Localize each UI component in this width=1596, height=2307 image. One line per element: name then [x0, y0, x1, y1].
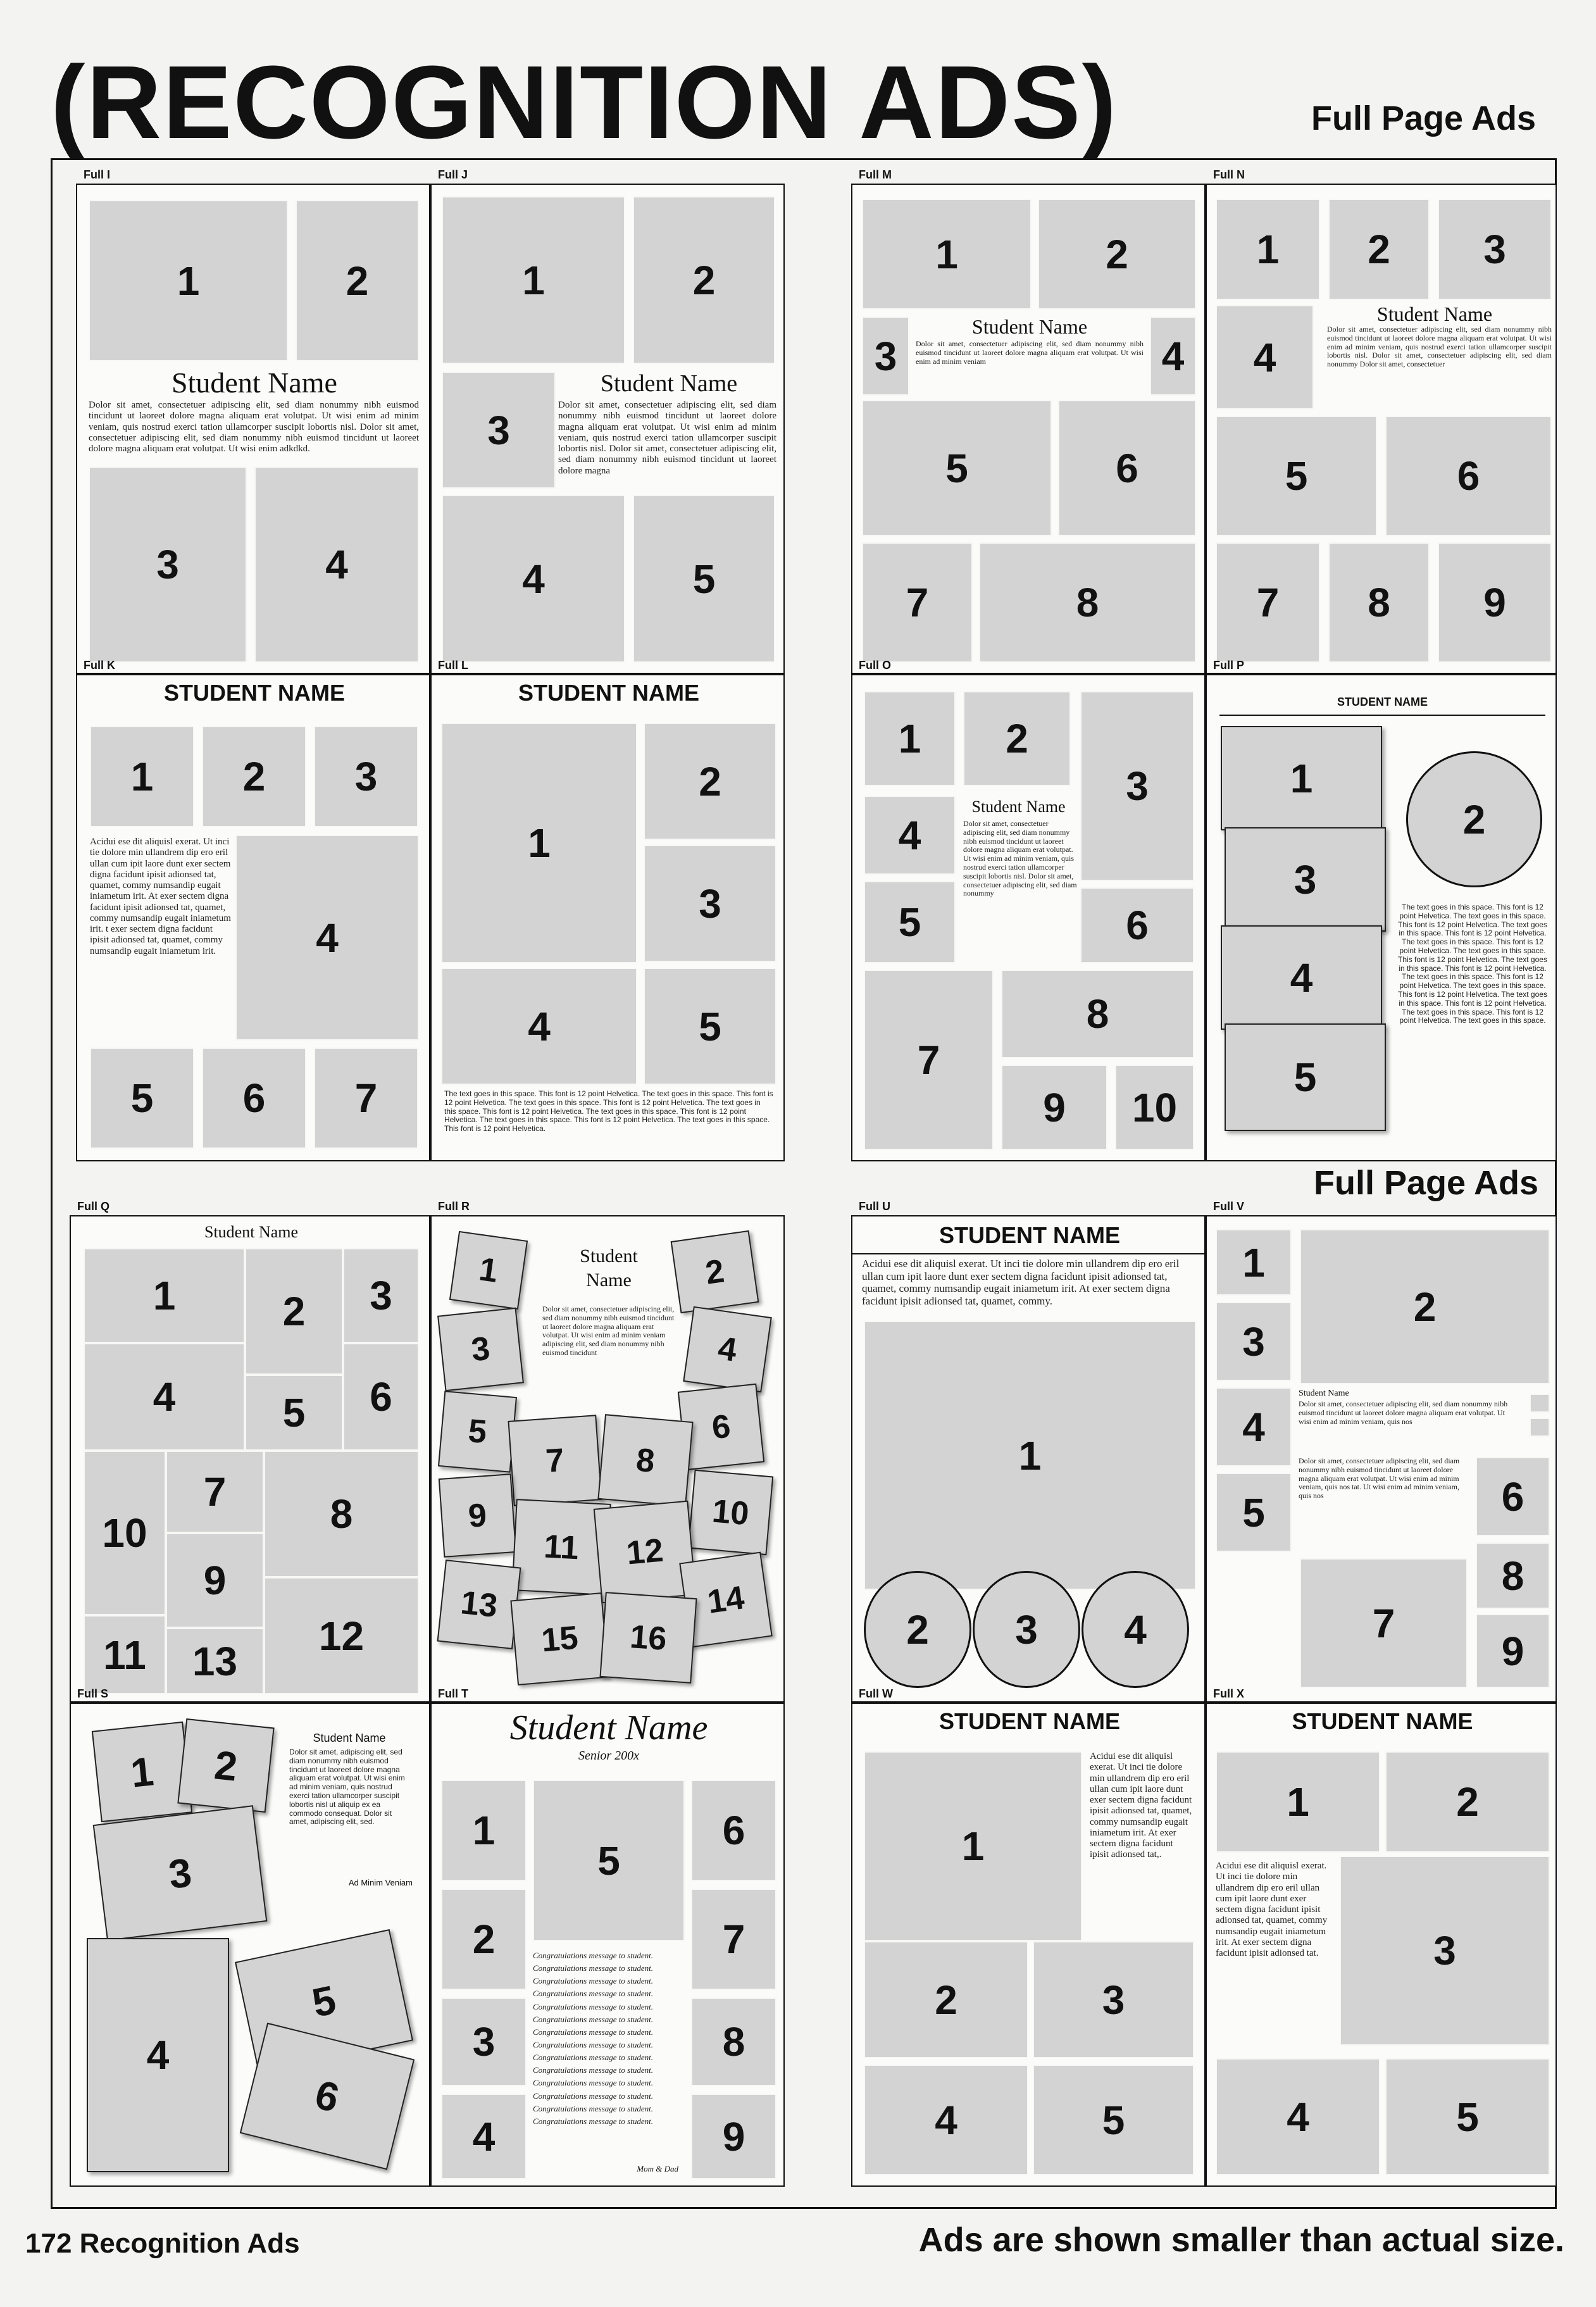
photo-placeholder: 7: [1300, 1558, 1468, 1688]
photo-placeholder: 8: [1328, 542, 1430, 663]
photo-placeholder: 9: [1438, 542, 1552, 663]
ad-full-i[interactable]: [76, 168, 430, 674]
divider: [1219, 715, 1545, 716]
photo-placeholder: 3: [93, 1805, 268, 1941]
student-name: STUDENT NAME: [1292, 1708, 1473, 1734]
photo-placeholder: 3: [437, 1308, 524, 1391]
photo-placeholder: 6: [691, 1780, 776, 1881]
ad-full-t[interactable]: [430, 1687, 785, 2187]
student-name: Student Name: [171, 366, 337, 399]
photo-placeholder: 7: [1216, 542, 1320, 663]
student-name: STUDENT NAME: [939, 1708, 1120, 1734]
photo-placeholder: 7: [314, 1047, 418, 1149]
photo-placeholder: 9: [1001, 1065, 1107, 1150]
photo-placeholder: 4: [1216, 1387, 1292, 1466]
photo-placeholder: 6: [240, 2023, 415, 2170]
ad-full-q[interactable]: [70, 1200, 430, 1703]
photo-placeholder: 3: [1438, 199, 1552, 300]
photo-placeholder: 7: [691, 1889, 776, 1990]
ad-label: Full M: [859, 168, 892, 181]
photo-placeholder: 3: [1033, 1941, 1194, 2058]
photo-placeholder: 1: [864, 1321, 1196, 1590]
photo-placeholder: 4: [683, 1306, 771, 1392]
ad-label: Full T: [438, 1687, 468, 1700]
photo-placeholder: 2: [671, 1230, 759, 1313]
student-name: STUDENT NAME: [939, 1222, 1120, 1248]
photo-placeholder: 5: [1225, 1023, 1386, 1131]
photo-placeholder: 14: [679, 1552, 773, 1648]
photo-placeholder: 2: [963, 691, 1071, 786]
photo-placeholder: 5: [864, 881, 956, 963]
photo-placeholder: 1: [1216, 1229, 1292, 1296]
photo-placeholder: 3: [973, 1571, 1080, 1688]
ad-label: Full S: [77, 1687, 108, 1700]
photo-placeholder: 4: [1221, 925, 1382, 1030]
ad-full-x[interactable]: [1206, 1687, 1557, 2187]
photo-placeholder: 8: [979, 542, 1196, 663]
photo-placeholder: 5: [1385, 2058, 1550, 2175]
photo-placeholder: 2: [296, 200, 419, 361]
photo-placeholder: 5: [1216, 416, 1377, 536]
photo-placeholder: 5: [633, 495, 775, 663]
ad-body-text: Dolor sit amet, consectetuer adipiscing elit, sed diam nonummy nibh euismod tincidunt ut laoreet dolore magna aliquam erat volutpat. Ut wisi enim ad minim veniam: [916, 340, 1144, 366]
photo-placeholder: 4: [1082, 1571, 1189, 1688]
photo-placeholder: 5: [90, 1047, 194, 1149]
photo-placeholder: 3: [862, 316, 909, 396]
ad-body-text: Dolor sit amet, consectetuer adipiscing elit, sed diam nonummy nibh euismod tincidunt ut laoreet dolore magna aliquam erat volutpat. Ut wisi enim ad minim veniam, quis nostrud exerci tation ullamcorper suscipit lobortis nisl. Dolor sit amet, consectetuer adipiscing elit, sed diam nonummy nibh euismod tincidunt ut laoreet dolore magna aliquam erat volutpat. Ut wisi enim adkdkd.: [89, 400, 419, 454]
photo-placeholder: 5: [235, 1929, 413, 2073]
photo-placeholder: 7: [166, 1451, 264, 1533]
student-name: Student Name: [971, 797, 1066, 816]
ad-label: Full P: [1213, 659, 1244, 672]
photo-placeholder: 1: [84, 1248, 245, 1343]
photo-placeholder: 10: [84, 1451, 166, 1615]
photo-placeholder: 9: [691, 2094, 776, 2179]
photo-placeholder: 4: [87, 1938, 229, 2172]
ad-body-text: Dolor sit amet, consectetuer adipiscing elit, sed diam nonummy nibh euismod tincidunt ut laoreet dolore magna aliquam erat volutpat. Ut wisi enim ad minim veniam, quis nostrud exerci tation ullamcorper suscipit lobortis nisl. Dolor sit amet, consectetuer adipiscing elit, sed diam nonummy Dolor sit amet, consectetuer: [1327, 325, 1552, 369]
photo-placeholder: 1: [442, 196, 625, 364]
photo-placeholder: 2: [644, 723, 776, 840]
photo-placeholder: 3: [1216, 1302, 1292, 1381]
divider: [852, 1253, 1204, 1254]
ad-label: Full U: [859, 1200, 890, 1213]
photo-placeholder: 11: [511, 1499, 611, 1596]
photo-placeholder: 3: [343, 1248, 419, 1343]
ad-full-n[interactable]: [1206, 168, 1557, 674]
photo-placeholder: 4: [235, 835, 419, 1041]
photo-placeholder: 1: [864, 1751, 1082, 1941]
ad-full-k[interactable]: [76, 659, 430, 1161]
photo-placeholder: 6: [1476, 1457, 1550, 1536]
photo-placeholder: 1: [441, 1780, 527, 1881]
photo-placeholder: 16: [599, 1592, 697, 1684]
ad-body-text: Dolor sit amet, consectetuer adipiscing elit, sed diam nonummy nibh euismod tincidunt ut laoreet dolore magna aliquam erat volutpat. Ut wisi enim ad minim veniam, quis nostrud exerci tation ullamcorper suscipit lobortis nisl. Dolor sit amet, consectetuer adipiscing elit, sed diam nonummy: [963, 820, 1077, 898]
ad-full-s[interactable]: [70, 1687, 430, 2187]
photo-placeholder: 8: [691, 1998, 776, 2086]
photo-placeholder: 3: [644, 845, 776, 962]
ad-body-text: Dolor sit amet, consectetuer adipiscing elit, sed diam nonummy nibh euismod tincidunt ut laoreet dolore magna aliquam erat volutpat. Ut wisi enim ad minim veniam, quis nostrud exerci tation ullamcorper suscipit lobortis nisl. Dolor sit amet, consectetuer adipiscing elit, sed diam nonummy nibh euismod tincidunt ut laoreet dolore magna: [558, 400, 776, 476]
ad-full-o[interactable]: [851, 659, 1206, 1161]
ad-body-text: Congratulations message to student. Congratulations message to student. Congratulations message to student. Congratulations message to student. Congratulations message to student. Congratulations message to student. Congratulations message to student. Congratulations message to student. Congratulations message to student. Congratulations message to student. Congratulations message to student. Congratulations message to student. Congratulations message to student. Congratulations message to student.: [533, 1951, 653, 2126]
ad-body-text: Dolor sit amet, consectetuer adipiscing elit, sed diam nonummy nibh euismod tincidunt ut laoreet dolore magna aliquam erat volutpat. Ut wisi enim ad minim veniam adipiscing elit, sed diam nonummy nibh euismod tincidunt: [542, 1305, 675, 1357]
ad-label: Full W: [859, 1687, 893, 1700]
photo-placeholder: 9: [439, 1473, 516, 1558]
ad-label: Full I: [84, 168, 110, 181]
photo-placeholder: 12: [264, 1577, 419, 1694]
photo-placeholder: 6: [678, 1384, 764, 1470]
photo-placeholder: 2: [1406, 751, 1542, 887]
photo-placeholder-small: [1530, 1418, 1550, 1437]
ad-full-w[interactable]: [851, 1687, 1206, 2187]
photo-placeholder: 6: [1080, 887, 1194, 963]
photo-placeholder: 5: [533, 1780, 685, 1941]
student-name: Student Name: [1376, 303, 1493, 325]
photo-placeholder: 3: [441, 1998, 527, 2086]
photo-placeholder: 4: [864, 2065, 1028, 2175]
photo-placeholder: 15: [510, 1592, 609, 1685]
ad-full-l[interactable]: [430, 659, 785, 1161]
student-subtitle: Senior 200x: [578, 1749, 640, 1763]
student-name-script: Student Name: [509, 1708, 708, 1747]
photo-placeholder: 9: [166, 1533, 264, 1628]
photo-placeholder: 4: [441, 2094, 527, 2179]
photo-placeholder: 3: [1225, 827, 1386, 932]
student-name: Student Name: [204, 1223, 299, 1241]
photo-placeholder: 8: [597, 1414, 693, 1507]
student-name-line-1: Student: [580, 1246, 638, 1266]
photo-placeholder: 1: [92, 1722, 192, 1822]
ad-full-m[interactable]: [851, 168, 1206, 674]
photo-placeholder: 2: [864, 1571, 971, 1688]
page-footer-note: Ads are shown smaller than actual size.: [918, 2221, 1564, 2259]
photo-placeholder: 5: [245, 1375, 343, 1451]
photo-placeholder: 4: [441, 968, 637, 1085]
photo-placeholder: 5: [438, 1391, 517, 1473]
ad-body-text: Acidui ese dit aliquisl exerat. Ut inci tie dolore min ullandrem dip ero eril ullan cum ipit laore dunt exer sectem digna facidunt ipisit adionsed tat, quamet, commy numsandip eugait iniametum irit. At exer sectem digna facidunt ipisit adionsed tat, quamet, commy.: [862, 1258, 1180, 1307]
photo-placeholder: 5: [1216, 1473, 1292, 1552]
photo-placeholder: 4: [442, 495, 625, 663]
ad-label: Full N: [1213, 168, 1245, 181]
student-name: Student Name: [971, 315, 1088, 338]
ad-label: Full K: [84, 659, 115, 672]
photo-placeholder: 1: [862, 199, 1032, 309]
photo-placeholder: 4: [84, 1343, 245, 1451]
ad-label: Full L: [438, 659, 468, 672]
student-name: STUDENT NAME: [164, 680, 345, 706]
photo-placeholder: 6: [1058, 400, 1196, 536]
photo-placeholder: 3: [1340, 1856, 1550, 2046]
photo-placeholder: 4: [1216, 305, 1314, 410]
ad-label: Full R: [438, 1200, 470, 1213]
photo-placeholder: 7: [508, 1415, 602, 1506]
photo-placeholder: 12: [594, 1501, 697, 1604]
section-subtitle-top: Full Page Ads: [1311, 99, 1537, 137]
photo-placeholder: 3: [314, 726, 418, 827]
student-name: STUDENT NAME: [1337, 696, 1428, 708]
ad-body-text-2: Dolor sit amet, consectetuer adipiscing elit, sed diam nonummy nibh euismod tincidunt ut laoreet dolore magna aliquam erat volutpat. Ut wisi enim ad minim veniam, quis nos tat. Ut wisi enim ad minim veniam, quis nos: [1299, 1457, 1460, 1501]
photo-placeholder: 1: [1216, 1751, 1380, 1853]
ad-full-v[interactable]: [1206, 1200, 1557, 1703]
photo-placeholder: 6: [202, 1047, 306, 1149]
ad-label: Full X: [1213, 1687, 1244, 1700]
photo-placeholder: 1: [90, 726, 194, 827]
student-name-line-2: Name: [586, 1270, 632, 1291]
photo-placeholder: 2: [202, 726, 306, 827]
student-name: STUDENT NAME: [518, 680, 699, 706]
photo-placeholder: 5: [862, 400, 1052, 536]
page-title: (RECOGNITION ADS): [51, 44, 1118, 160]
photo-placeholder: 11: [84, 1615, 166, 1694]
photo-placeholder: 5: [644, 968, 776, 1085]
photo-placeholder-small: [1530, 1394, 1550, 1413]
photo-placeholder: 7: [864, 970, 994, 1150]
photo-placeholder: 2: [1300, 1229, 1550, 1384]
ad-label: Full O: [859, 659, 891, 672]
photo-placeholder: 1: [1216, 199, 1320, 300]
ad-signoff: Ad Minim Veniam: [348, 1878, 413, 1887]
photo-placeholder: 3: [89, 466, 247, 663]
photo-placeholder: 10: [1115, 1065, 1194, 1150]
photo-placeholder: 1: [441, 723, 637, 963]
photo-placeholder: 3: [1080, 691, 1194, 881]
photo-placeholder: 2: [441, 1889, 527, 1990]
photo-placeholder: 7: [862, 542, 973, 663]
student-name: Student Name: [600, 370, 738, 397]
ad-body-text: The text goes in this space. This font is 12 point Helvetica. The text goes in this space. This font is 12 point Helvetica. The text goes in this space. This font is 12 point Helvetica. The text goes in this space. This font is 12 point Helvetica. The text goes in this space. This font is 12 point Helvetica. The text goes in this space. This font is 12 point Helvetica. The text goes in this space. This font is 12 point Helvetica.: [444, 1090, 773, 1134]
photo-placeholder: 4: [1216, 2058, 1380, 2175]
ad-full-p[interactable]: [1206, 659, 1557, 1161]
photo-placeholder: 6: [1385, 416, 1552, 536]
photo-placeholder: 2: [1038, 199, 1196, 309]
photo-placeholder: 6: [343, 1343, 419, 1451]
ad-body-text: Acidui ese dit aliquisl exerat. Ut inci tie dolore min ullandrem dip ero eril ullan cum ipit laore dunt exer sectem digna facidunt ipisit adionsed tat, quamet, commy numsandip eugait iniametum irit. At exer sectem digna facidunt ipisit adionsed tat.: [1216, 1861, 1328, 1958]
ad-label: Full Q: [77, 1200, 109, 1213]
photo-placeholder: 4: [864, 796, 956, 875]
ad-body-text: Dolor sit amet, adipiscing elit, sed diam nonummy nibh euismod tincidunt ut laoreet dolore magna aliquam erat volutpat. Ut wisi enim ad minim veniam, quis nostrud exerci tation ullamcorper suscipit lobortis nisl ut aliquip ex ea commodo consequat. Dolor sit amet, adipiscing elit, sed.: [289, 1748, 405, 1827]
student-name: Student Name: [1299, 1389, 1349, 1398]
photo-placeholder: 8: [1001, 970, 1194, 1058]
photo-placeholder: 4: [1150, 316, 1196, 396]
ad-body-text: Acidui ese dit aliquisl exerat. Ut inci tie dolore min ullandrem dip ero eril ullan cum ipit laore dunt exer sectem digna facidunt ipisit adionsed tat, quamet, commy numsandip eugait iniametum irit. At exer sectem digna facidunt ipisit adionsed tat, quamet, commy numsandip eugait iniametum irit. t exer sectem digna facidunt ipisit adionsed tat, quamet, commy numsandip eugait iniametum irit.: [90, 837, 231, 956]
photo-placeholder: 10: [688, 1470, 773, 1555]
ad-label: Full J: [438, 168, 468, 181]
photo-placeholder: 2: [245, 1248, 343, 1375]
ad-full-j[interactable]: [430, 168, 785, 674]
ad-full-u[interactable]: [851, 1200, 1206, 1703]
photo-placeholder: 13: [166, 1628, 264, 1694]
photo-placeholder: 1: [864, 691, 956, 786]
student-name: Student Name: [313, 1732, 386, 1744]
photo-placeholder: 2: [864, 1941, 1028, 2058]
ad-body-text: The text goes in this space. This font is 12 point Helvetica. The text goes in this space. This font is 12 point Helvetica. The text goes in this space. This font is 12 point Helvetica. The text goes in this space. This font is 12 point Helvetica. The text goes in this space. This font is 12 point Helvetica. The text goes in this space. This font is 12 point Helvetica. The text goes in this space. This font is 12 point Helvetica. The text goes in this space. This font is 12 point Helvetica. The text goes in this space. This font is 12 point Helvetica. The text goes in this space. This font is 12 point Helvetica. The text goes in this space.: [1398, 903, 1547, 1025]
photo-placeholder: 8: [264, 1451, 419, 1577]
photo-placeholder: 8: [1476, 1542, 1550, 1609]
photo-placeholder: 1: [449, 1231, 528, 1310]
photo-placeholder: 1: [89, 200, 288, 361]
ad-body-text: Acidui ese dit aliquisl exerat. Ut inci tie dolore min ullandrem dip ero eril ullan cum ipit laore dunt exer sectem digna facidunt ipisit adionsed tat, quamet, commy numsandip eugait iniametum irit. At exer sectem digna facidunt ipisit adionsed tat,.: [1090, 1751, 1192, 1860]
photo-placeholder: 2: [633, 196, 775, 364]
photo-placeholder: 9: [1476, 1614, 1550, 1688]
photo-placeholder: 13: [437, 1560, 521, 1649]
section-subtitle-mid: Full Page Ads: [1314, 1164, 1539, 1202]
photo-placeholder: 4: [254, 466, 419, 663]
ad-body-text: Dolor sit amet, consectetuer adipiscing elit, sed diam nonummy nibh euismod tincidunt ut laoreet dolore magna aliquam erat volutpat. Ut wisi enim ad minim veniam, quis nos: [1299, 1400, 1508, 1426]
photo-placeholder: 1: [1221, 726, 1382, 830]
photo-placeholder: 3: [442, 372, 556, 489]
ad-signoff: Mom & Dad: [637, 2164, 678, 2173]
ad-label: Full V: [1213, 1200, 1244, 1213]
ad-full-r[interactable]: [430, 1200, 785, 1703]
photo-placeholder: 5: [1033, 2065, 1194, 2175]
photo-placeholder: 2: [1328, 199, 1430, 300]
page-footer-label: 172 Recognition Ads: [25, 2228, 300, 2259]
photo-placeholder: 2: [177, 1718, 274, 1813]
photo-placeholder: 2: [1385, 1751, 1550, 1853]
